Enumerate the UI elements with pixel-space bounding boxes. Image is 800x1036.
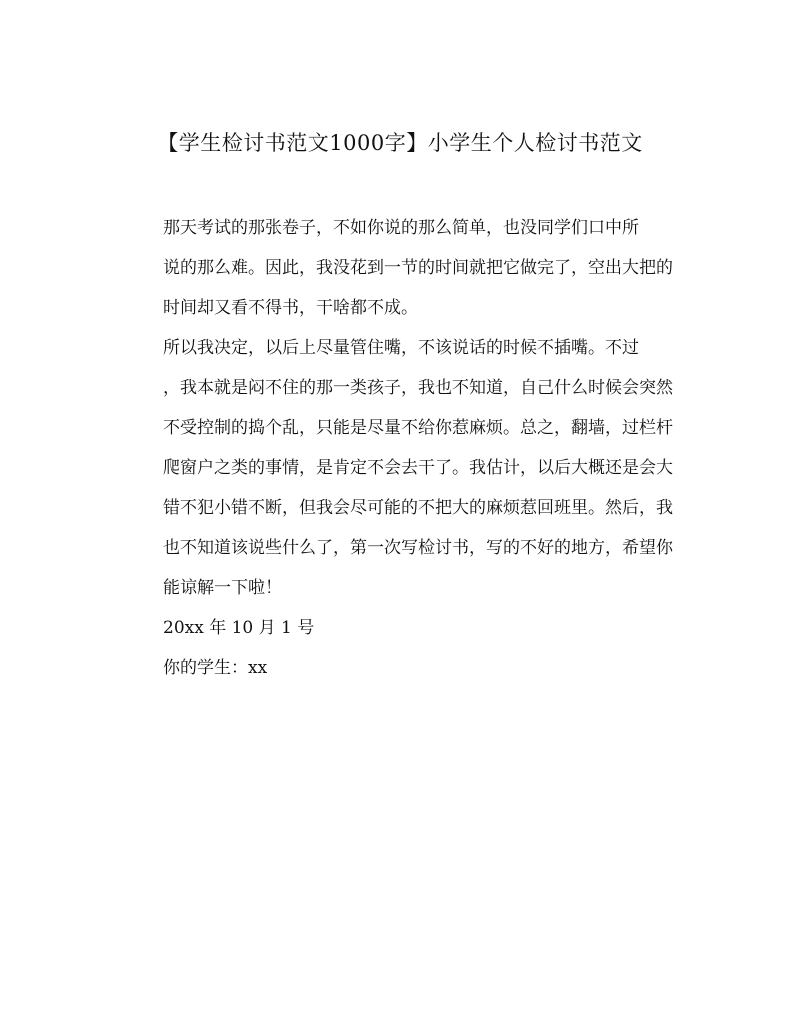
paragraph-2-line-2: ，我本就是闷不住的那一类孩子，我也不知道，自己什么时候会突然 <box>163 378 673 398</box>
paragraph-2-line-7: 能谅解一下啦！ <box>163 578 282 598</box>
document-date: 20xx 年 10 月 1 号 <box>163 618 315 638</box>
paragraph-1-line-1: 那天考试的那张卷子，不如你说的那么简单，也没同学们口中所 <box>163 218 639 238</box>
paragraph-1-line-2: 说的那么难。因此，我没花到一节的时间就把它做完了，空出大把的 <box>163 258 673 278</box>
paragraph-2-line-3: 不受控制的捣个乱，只能是尽量不给你惹麻烦。总之，翻墙，过栏杆 <box>163 418 673 438</box>
paragraph-2 <box>117 328 683 608</box>
paragraph-2-line-4: 爬窗户之类的事情，是肯定不会去干了。我估计，以后大概还是会大 <box>163 458 673 478</box>
paragraph-1-line-3: 时间却又看不得书，干啥都不成。 <box>163 298 418 318</box>
document-signature: 你的学生：xx <box>163 658 268 678</box>
paragraph-2-line-1: 所以我决定，以后上尽量管住嘴，不该说话的时候不插嘴。不过 <box>163 338 639 358</box>
paragraph-2-line-5: 错不犯小错不断，但我会尽可能的不把大的麻烦惹回班里。然后，我 <box>163 498 673 518</box>
paragraph-2-line-6: 也不知道该说些什么了，第一次写检讨书，写的不好的地方，希望你 <box>163 538 673 558</box>
paragraph-1 <box>117 208 683 328</box>
document-title: 【学生检讨书范文1000字】小学生个人检讨书范文 <box>157 131 643 155</box>
document-body <box>117 208 683 688</box>
